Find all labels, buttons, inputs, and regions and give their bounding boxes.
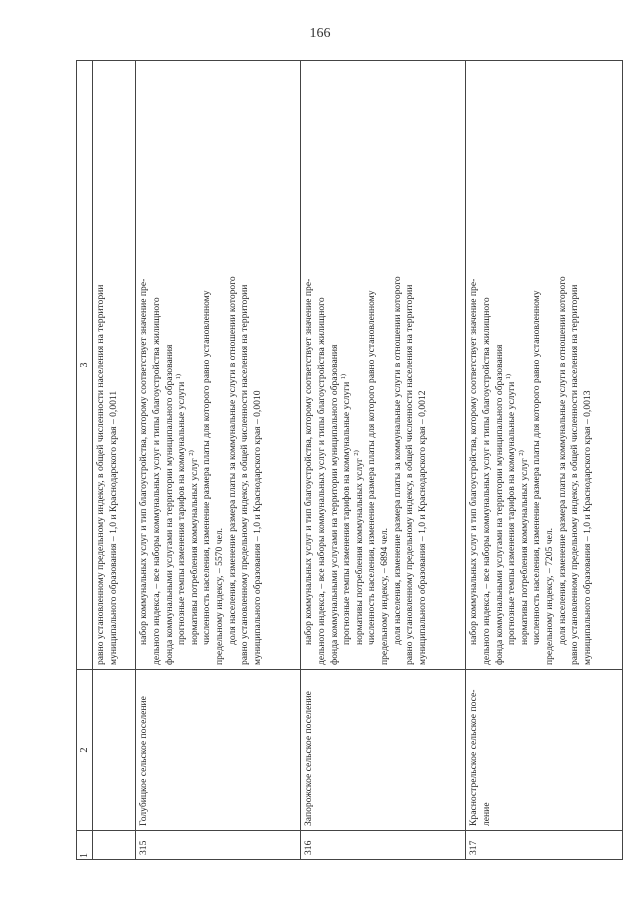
desc-line: численность населения, изменение размера платы для которого равно установленному — [201, 290, 213, 645]
desc-line: муниципального образования – 1,0 и Краснодарского края – 0,0012 — [417, 390, 429, 665]
settlement-name: Голубицкое сельское поселение — [136, 670, 301, 831]
desc-line: доля населения, изменение размера платы за коммунальные услуги в отношении которого — [391, 276, 403, 645]
desc-line: численность населения, изменение размера платы для которого равно установленному — [531, 290, 543, 645]
desc-line — [189, 65, 202, 665]
desc-line: равно установленному предельному индексу, в общей численности населения на территории — [239, 284, 251, 665]
desc-line: равно установленному предельному индексу, в общей численности населения на территории — [569, 284, 581, 665]
settlement-name: Запорожское сельское поселение — [301, 670, 466, 831]
row-number: 315 — [136, 831, 301, 860]
desc-line: доля населения, изменение размера платы за коммунальные услуги в отношении которого — [556, 276, 568, 645]
desc-text: прогнозные темпы изменения тарифов на коммунальные услуги — [506, 381, 518, 645]
desc-line: фонда коммунальными услугами на территории муниципального образования — [493, 344, 505, 665]
desc-line: предельному индексу, – 7205 чел. — [544, 527, 556, 665]
desc-line — [354, 65, 367, 665]
desc-line: предельному индексу, – 6894 чел. — [379, 527, 391, 665]
continuation-line: муниципального образования – 1,0 и Краснодарского края – 0,0011 — [107, 390, 119, 665]
footnote-marker: 1) — [174, 373, 182, 380]
footnote-marker: 1) — [504, 373, 512, 380]
page-number: 166 — [309, 26, 331, 41]
footnote-marker: 2) — [187, 450, 195, 456]
table-row — [466, 61, 623, 860]
continuation-line: равно установленному предельному индексу, в общей численности населения на территории — [95, 284, 107, 665]
desc-text: нормативы потребления коммунальных услуг — [518, 458, 530, 645]
desc-line: дельного индекса, – все наборы коммунальных услуг и типы благоустройства жилищного — [315, 297, 327, 665]
desc-line — [341, 65, 354, 665]
footnote-marker: 1) — [339, 373, 347, 380]
table-row — [136, 61, 301, 860]
settlement-name: Краснострельское сельское посе-ление — [466, 670, 623, 831]
desc-line: доля населения, изменение размера платы за коммунальные услуги в отношении которого — [226, 276, 238, 645]
header-col-3: 3 — [77, 61, 93, 670]
desc-line: набор коммунальных услуг и тип благоустройства, которому соответствует значение пре- — [468, 278, 480, 645]
row-name-cell — [93, 670, 136, 831]
row-number: 317 — [466, 831, 623, 860]
row-description — [301, 61, 466, 670]
desc-line: фонда коммунальными услугами на территории муниципального образования — [328, 344, 340, 665]
table-row — [301, 61, 466, 860]
desc-line: численность населения, изменение размера платы для которого равно установленному — [366, 290, 378, 645]
table-header-row — [77, 61, 93, 860]
desc-text: нормативы потребления коммунальных услуг — [188, 458, 200, 645]
row-description — [466, 61, 623, 670]
row-number-cell — [93, 831, 136, 860]
desc-line — [519, 65, 532, 665]
desc-line: предельному индексу, – 5570 чел. — [214, 527, 226, 665]
footnote-marker: 2) — [352, 450, 360, 456]
row-number: 316 — [301, 831, 466, 860]
desc-line: набор коммунальных услуг и тип благоустройства, которому соответствует значение пре- — [138, 278, 150, 645]
desc-line: дельного индекса, – все наборы коммунальных услуг и типы благоустройства жилищного — [150, 297, 162, 665]
header-col-1: 1 — [77, 831, 93, 860]
desc-text: нормативы потребления коммунальных услуг — [353, 458, 365, 645]
tariff-table — [76, 60, 623, 860]
footnote-marker: 2) — [517, 450, 525, 456]
desc-line: муниципального образования – 1,0 и Краснодарского края – 0,0013 — [582, 390, 594, 665]
desc-text: прогнозные темпы изменения тарифов на коммунальные услуги — [176, 381, 188, 645]
desc-text: прогнозные темпы изменения тарифов на коммунальные услуги — [341, 381, 353, 645]
header-col-2: 2 — [77, 670, 93, 831]
desc-line: дельного индекса, – все наборы коммунальных услуг и типы благоустройства жилищного — [480, 297, 492, 665]
desc-line: набор коммунальных услуг и тип благоустройства, которому соответствует значение пре- — [303, 278, 315, 645]
row-description — [136, 61, 301, 670]
table-row-continuation — [93, 61, 136, 860]
desc-line: фонда коммунальными услугами на территории муниципального образования — [163, 344, 175, 665]
desc-line: равно установленному предельному индексу, в общей численности населения на территории — [404, 284, 416, 665]
rotated-table-container — [76, 60, 616, 860]
desc-line — [506, 65, 519, 665]
desc-line — [176, 65, 189, 665]
row-text-cell — [93, 61, 136, 670]
desc-line: муниципального образования – 1,0 и Краснодарского края – 0,0010 — [252, 390, 264, 665]
